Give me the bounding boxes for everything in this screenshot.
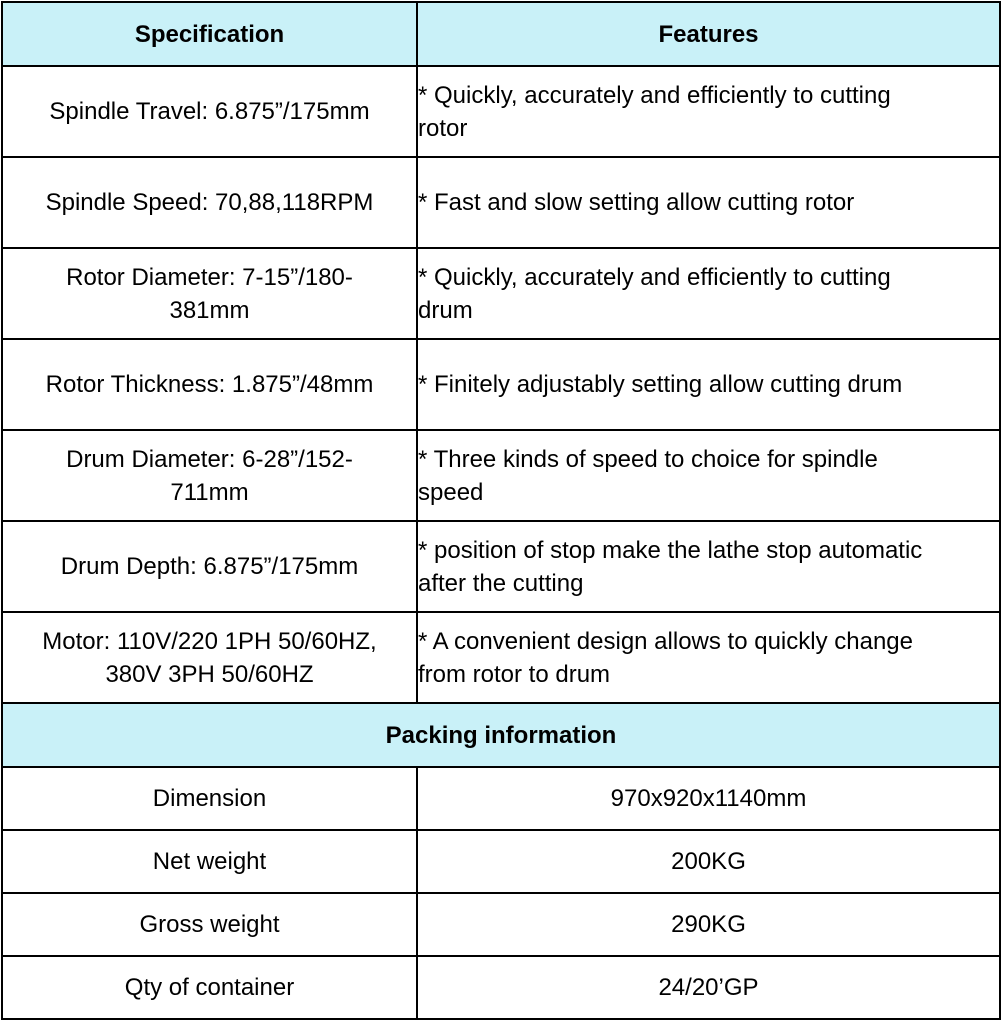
feature-text-line: drum	[418, 296, 473, 324]
spec-text-line: 381mm	[169, 296, 250, 324]
feature-text-line: speed	[418, 478, 484, 506]
spec-row	[2, 66, 1000, 157]
feature-cell	[417, 248, 1000, 339]
spec-row	[2, 157, 1000, 248]
feature-cell	[417, 430, 1000, 521]
spec-text-line: Motor: 110V/220 1PH 50/60HZ,	[42, 627, 377, 655]
feature-text-line: * Fast and slow setting allow cutting rotor	[418, 189, 855, 216]
packing-label: Dimension	[2, 767, 417, 830]
spec-text-line: Drum Diameter: 6-28”/152-	[66, 445, 353, 473]
feature-cell	[417, 66, 1000, 157]
spec-cell	[2, 521, 417, 612]
spec-cell	[2, 339, 417, 430]
packing-label: Gross weight	[2, 893, 417, 956]
packing-row	[2, 956, 1000, 1019]
feature-cell	[417, 612, 1000, 703]
packing-header-row	[2, 703, 1000, 767]
feature-text-line: * Three kinds of speed to choice for spindle	[418, 445, 878, 473]
feature-text-line: * Finitely adjustably setting allow cutting drum	[418, 371, 903, 398]
packing-label: Qty of container	[2, 956, 417, 1019]
spec-table	[1, 1, 1001, 1020]
specification-header: Specification	[2, 2, 417, 66]
features-header: Features	[417, 2, 1000, 66]
spec-text-line: Drum Depth: 6.875”/175mm	[60, 553, 359, 580]
packing-value: 24/20’GP	[417, 956, 1000, 1019]
spec-row	[2, 430, 1000, 521]
spec-text-line: Rotor Diameter: 7-15”/180-	[66, 263, 353, 291]
packing-row	[2, 830, 1000, 893]
feature-cell	[417, 339, 1000, 430]
spec-text-line: 711mm	[170, 478, 249, 506]
feature-text-line: from rotor to drum	[418, 660, 611, 688]
packing-label: Net weight	[2, 830, 417, 893]
feature-text-line: * Quickly, accurately and efficiently to cutting	[418, 263, 891, 291]
packing-value: 290KG	[417, 893, 1000, 956]
spec-text-line: 380V 3PH 50/60HZ	[105, 660, 314, 688]
feature-cell	[417, 521, 1000, 612]
packing-value: 970x920x1140mm	[417, 767, 1000, 830]
packing-information-header: Packing information	[2, 703, 1000, 767]
spec-cell	[2, 66, 417, 157]
spec-row	[2, 521, 1000, 612]
feature-text-line: * A convenient design allows to quickly change	[418, 627, 913, 655]
spec-cell	[2, 248, 417, 339]
spec-cell	[2, 157, 417, 248]
spec-cell	[2, 612, 417, 703]
spec-row	[2, 248, 1000, 339]
spec-text-line: Rotor Thickness: 1.875”/48mm	[45, 371, 374, 398]
feature-cell	[417, 157, 1000, 248]
spec-row	[2, 339, 1000, 430]
feature-text-line: * position of stop make the lathe stop automatic	[418, 536, 923, 564]
spec-text-line: Spindle Travel: 6.875”/175mm	[49, 98, 370, 125]
spec-cell	[2, 430, 417, 521]
feature-text-line: * Quickly, accurately and efficiently to cutting	[418, 81, 891, 109]
spec-row	[2, 612, 1000, 703]
feature-text-line: rotor	[418, 114, 468, 142]
header-row	[2, 2, 1000, 66]
feature-text-line: after the cutting	[418, 569, 584, 597]
packing-value: 200KG	[417, 830, 1000, 893]
packing-row	[2, 893, 1000, 956]
packing-row	[2, 767, 1000, 830]
spec-text-line: Spindle Speed: 70,88,118RPM	[45, 189, 374, 216]
